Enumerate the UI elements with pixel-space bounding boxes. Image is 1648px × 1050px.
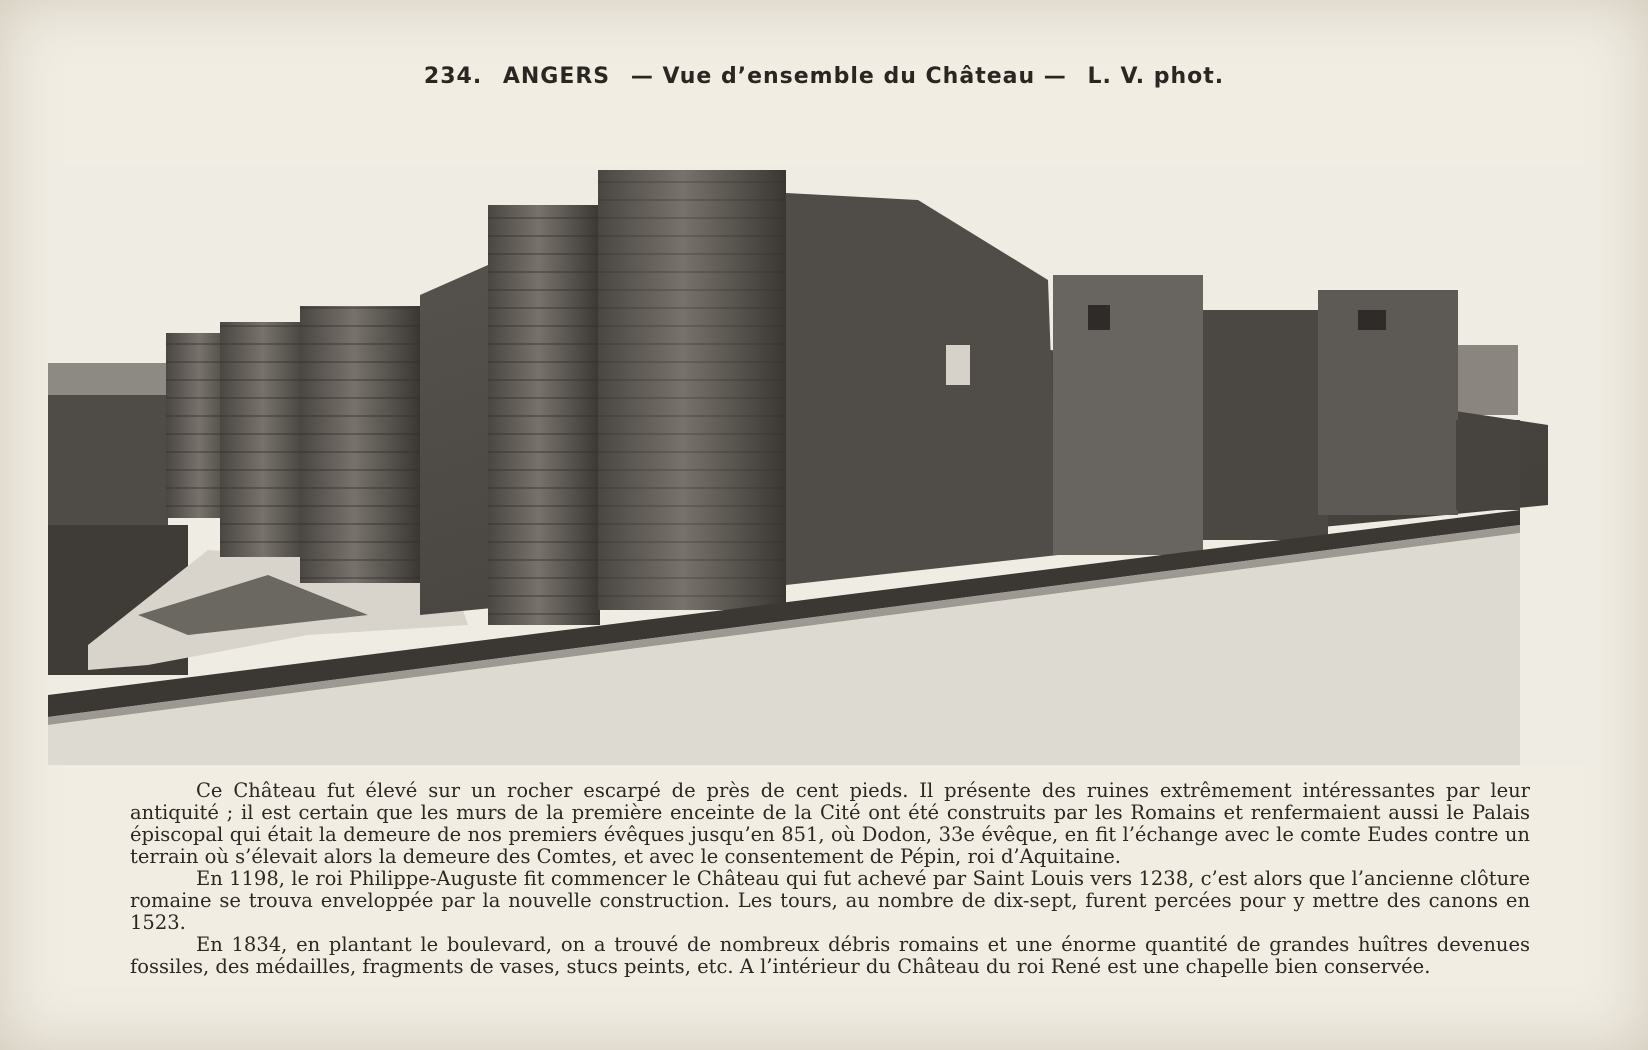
keep-window [946, 345, 970, 385]
tower-7 [1318, 290, 1458, 515]
description-text [130, 780, 1530, 978]
wall-section [1203, 310, 1328, 540]
tower-7-window [1358, 310, 1386, 330]
paragraph-1: Ce Château fut élevé sur un rocher escarpé de près de cent pieds. Il présente des ruines extrêmement intéressantes par leur antiquité ; il est certain que les murs de la première enceinte de la Cité ont été construits par les Romains et renfermaient aussi le Palais épiscopal qui était la demeure de nos premiers évêques jusqu’en 851, où Dodon, 33e évêque, en fit l’échange avec le comte Eudes contre un terrain où s’élevait alors la demeure des Comtes, et avec le consentement de Pépin, roi d’Aquitaine. [130, 779, 1530, 868]
caption-title: — Vue d’ensemble du Château — [630, 64, 1067, 89]
tower-6-window [1088, 305, 1110, 330]
tower-5-main [598, 170, 786, 610]
caption-credit: L. V. phot. [1087, 64, 1225, 89]
postcard-caption [0, 64, 1648, 89]
paragraph-2: En 1198, le roi Philippe-Auguste fit commencer le Château qui fut achevé par Saint Louis vers 1238, c’est alors que l’ancienne clôture romaine se trouva enveloppée par la nouvelle construction. Les tours, au nombre de dix-sept, furent percées pour y mettre des canons en 1523. [130, 867, 1530, 934]
end-wall [1456, 420, 1520, 510]
paragraph-3: En 1834, en plantant le boulevard, on a trouvé de nombreux débris romains et une énorme quantité de grandes huîtres devenues fossiles, des médailles, fragments de vases, stucs peints, etc. A l’intérieur du Château du roi René est une chapelle bien conservée. [130, 933, 1530, 978]
caption-number: 234. [423, 64, 483, 89]
distant-house [1453, 345, 1518, 415]
chateau-illustration [48, 165, 1596, 765]
chateau-photo [48, 165, 1596, 765]
tower-4 [488, 205, 600, 625]
tower-3 [300, 306, 420, 583]
tower-6 [1053, 275, 1203, 555]
caption-city: ANGERS [502, 64, 611, 89]
